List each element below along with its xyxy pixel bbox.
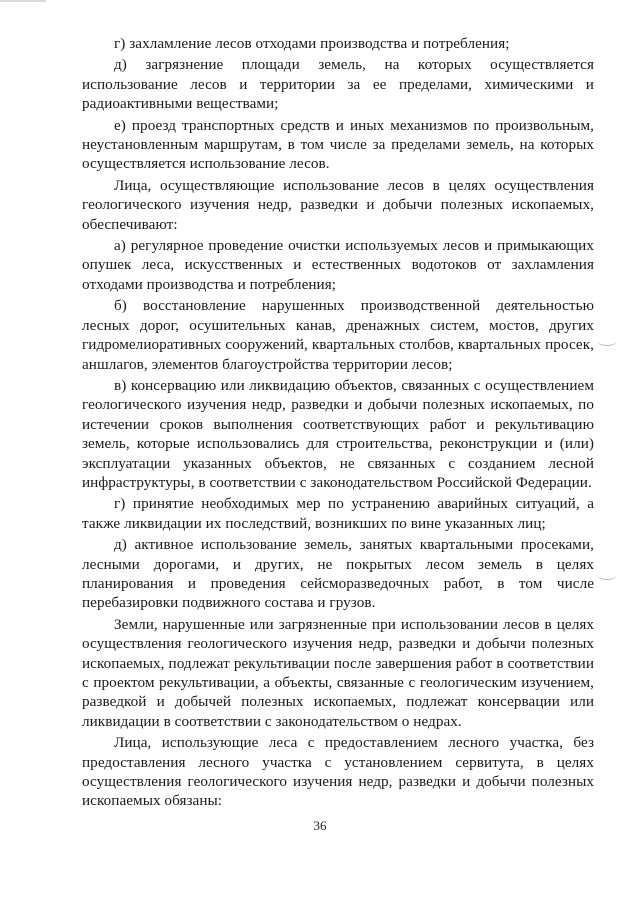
page-number: 36 [313, 818, 327, 833]
paragraph-item-e-vehicle-passage: е) проезд транспортных средств и иных механизмов по произвольным, неустановленным маршрутам, в том числе за пределами земель, на которых осуществляется использование лесов. [82, 116, 594, 173]
scan-edge-artifact [0, 0, 46, 2]
paragraph-item-g-littering: г) захламление лесов отходами производства и потребления; [114, 35, 510, 52]
paragraph-obligations-intro: Лица, осуществляющие использование лесов в целях осуществления геологического изучения недр, разведки и добычи полезных ископаемых, обеспечивают: [82, 176, 594, 233]
paragraph-item-v-conservation: в) консервацию или ликвидацию объектов, связанных с осуществлением геологического изучения недр, разведки и добычи полезных ископаемых, по истечении сроков выполнения соответствующих работ и рекультивацию земель, которые использовались для строительства, реконструкции и (или) эксплуатации указанных объектов, не связанных с созданием лесной инфраструктуры, в соответствии с законодательством Российской Федерации. [82, 376, 594, 491]
margin-pen-mark [597, 335, 617, 346]
paragraph-duties-intro: Лица, использующие леса с предоставлением лесного участка, без предоставления лесного участка с установлением сервитута, в целях осуществления геологического изучения недр, разведки и добычи полезных ископаемых обязаны: [82, 734, 594, 810]
paragraph-item-g-emergency: г) принятие необходимых мер по устранению аварийных ситуаций, а также ликвидации их последствий, возникших по вине указанных лиц; [82, 495, 594, 532]
paragraph-item-a-cleaning: а) регулярное проведение очистки используемых лесов и примыкающих опушек леса, искусственных и естественных водотоков от захламления отходами производства и потребления; [82, 237, 594, 293]
paragraph-item-b-restoration: б) восстановление нарушенных производственной деятельностью лесных дорог, осушительных канав, дренажных систем, мостов, других гидромелиоративных сооружений, квартальных столбов, квартальных просек, аншлагов, элементов благоустройства территории лесов; [82, 297, 594, 373]
document-body [82, 34, 594, 813]
paragraph-item-d-pollution: д) загрязнение площади земель, на которых осуществляется использование лесов и территории за ее пределами, химическими и радиоактивными веществами; [82, 56, 594, 113]
paragraph-recultivation: Земли, нарушенные или загрязненные при использовании лесов в целях осуществления геологического изучения недр, разведки и добычи полезных ископаемых, подлежат рекультивации после завершения работ в соответствии с проектом рекультивации, а объекты, связанные с геологическим изучением, разведкой и добычей полезных ископаемых, подлежат консервации или ликвидации в соответствии с законодательством о недрах. [82, 615, 594, 730]
margin-pen-mark [597, 569, 617, 580]
paragraph-item-d-land-use: д) активное использование земель, занятых квартальными просеками, лесными дорогами, и других, не покрытых лесом земель в целях планирования и проведения сейсморазведочных работ, в том числе перебазировки подвижного состава и грузов. [82, 536, 594, 612]
